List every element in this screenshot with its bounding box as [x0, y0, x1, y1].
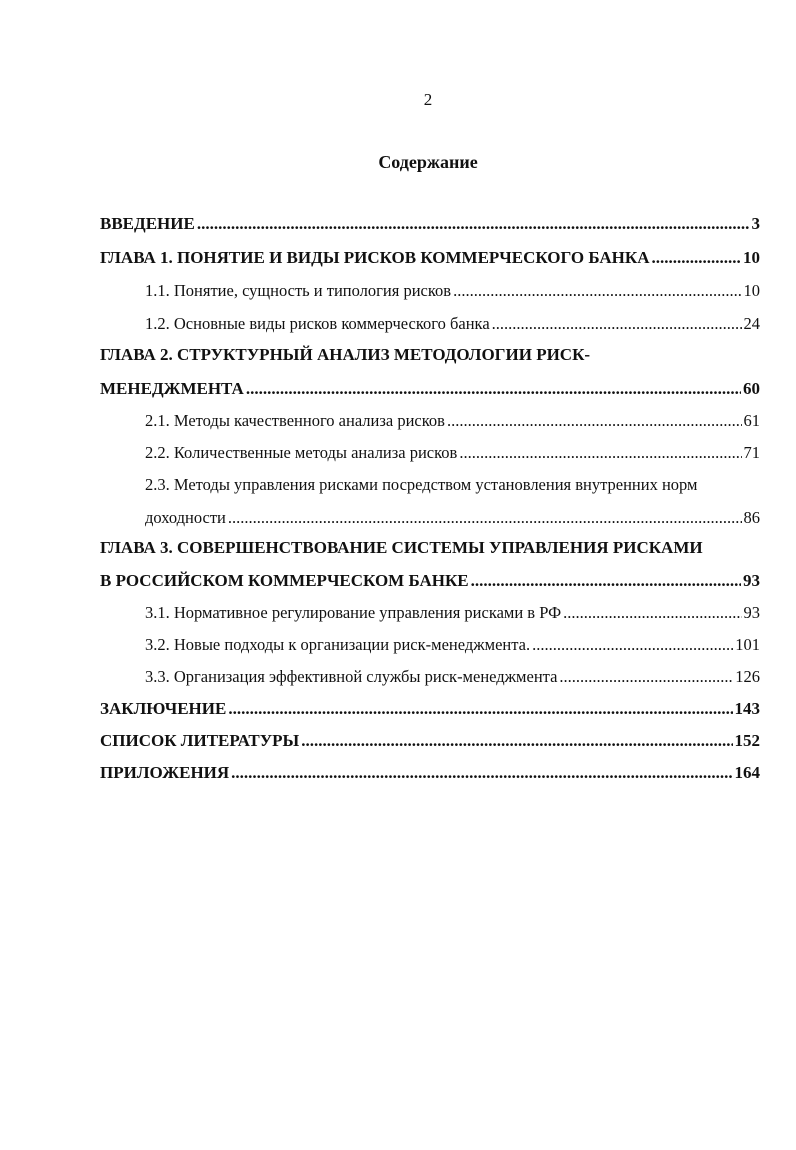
- toc-label: МЕНЕДЖМЕНТА: [100, 379, 244, 398]
- toc-page: 10: [743, 281, 760, 300]
- toc-page: 61: [743, 411, 760, 430]
- toc-label: 3.2. Новые подходы к организации риск-менеджмента.: [145, 635, 531, 654]
- toc-label: 1.1. Понятие, сущность и типология рисков: [145, 281, 452, 300]
- toc-page: 86: [743, 508, 760, 527]
- toc-entry-chapter-3-line1[interactable]: ГЛАВА 3. СОВЕРШЕНСТВОВАНИЕ СИСТЕМЫ УПРАВЛЕНИЯ РИСКАМИ: [100, 538, 703, 557]
- toc-label: ПРИЛОЖЕНИЯ: [100, 763, 230, 782]
- toc-label: ВВЕДЕНИЕ: [100, 214, 195, 233]
- toc-page: 93: [743, 603, 760, 622]
- toc-entry-section-3-2[interactable]: [145, 635, 760, 655]
- leader-dots: [228, 508, 742, 528]
- toc-page: 152: [734, 731, 760, 750]
- leader-dots: [447, 411, 742, 431]
- leader-dots: [532, 635, 733, 655]
- toc-entry-references[interactable]: [100, 731, 760, 751]
- leader-dots: [228, 699, 732, 719]
- leader-dots: [301, 731, 732, 751]
- toc-entry-chapter-1[interactable]: [100, 248, 760, 268]
- toc-page: 24: [743, 314, 760, 333]
- leader-dots: [471, 571, 741, 591]
- toc-entry-appendices[interactable]: [100, 763, 760, 783]
- leader-dots: [197, 214, 750, 234]
- toc-entry-section-1-1[interactable]: [145, 281, 760, 301]
- toc-label: ГЛАВА 1. ПОНЯТИЕ И ВИДЫ РИСКОВ КОММЕРЧЕСКОГО БАНКА: [100, 248, 650, 267]
- toc-label: 1.2. Основные виды рисков коммерческого банка: [145, 314, 490, 333]
- toc-entry-chapter-2-line1[interactable]: ГЛАВА 2. СТРУКТУРНЫЙ АНАЛИЗ МЕТОДОЛОГИИ РИСК-: [100, 345, 591, 364]
- toc-entry-chapter-3[interactable]: [100, 571, 760, 591]
- toc-page: 126: [735, 667, 760, 686]
- toc-label: доходности: [145, 508, 226, 527]
- toc-entry-section-2-3[interactable]: [145, 508, 760, 528]
- toc-label: 3.1. Нормативное регулирование управления рисками в РФ: [145, 603, 562, 622]
- toc-entry-section-3-1[interactable]: [145, 603, 760, 623]
- leader-dots: [492, 314, 742, 334]
- toc-label: СПИСОК ЛИТЕРАТУРЫ: [100, 731, 300, 750]
- leader-dots: [559, 667, 733, 687]
- toc-page: 164: [734, 763, 760, 782]
- toc-entry-section-2-2[interactable]: [145, 443, 760, 463]
- leader-dots: [231, 763, 732, 783]
- toc-page: 93: [743, 571, 760, 590]
- toc-entry-section-2-1[interactable]: [145, 411, 760, 431]
- toc-label: 2.1. Методы качественного анализа рисков: [145, 411, 445, 430]
- leader-dots: [453, 281, 741, 301]
- toc-entry-section-3-3[interactable]: [145, 667, 760, 687]
- toc-entry-intro[interactable]: [100, 214, 760, 234]
- toc-label: ЗАКЛЮЧЕНИЕ: [100, 699, 227, 718]
- toc-page: 71: [743, 443, 760, 462]
- toc-label: 3.3. Организация эффективной службы риск-менеджмента: [145, 667, 558, 686]
- toc-page: 101: [735, 635, 760, 654]
- toc-label: 2.2. Количественные методы анализа рисков: [145, 443, 458, 462]
- toc-entry-section-1-2[interactable]: [145, 314, 760, 334]
- page-number: 2: [423, 90, 433, 109]
- toc-page: 10: [743, 248, 760, 267]
- toc-entry-conclusion[interactable]: [100, 699, 760, 719]
- page-title: Содержание: [378, 152, 478, 172]
- toc-page: 3: [751, 214, 760, 233]
- toc-label: В РОССИЙСКОМ КОММЕРЧЕСКОМ БАНКЕ: [100, 571, 469, 590]
- leader-dots: [652, 248, 741, 268]
- toc-entry-section-2-3-line1[interactable]: 2.3. Методы управления рисками посредством установления внутренних норм: [145, 475, 698, 494]
- toc-page: 60: [743, 379, 760, 398]
- leader-dots: [246, 379, 741, 399]
- toc-entry-chapter-2[interactable]: [100, 379, 760, 399]
- toc-page: 143: [734, 699, 760, 718]
- leader-dots: [563, 603, 741, 623]
- leader-dots: [459, 443, 741, 463]
